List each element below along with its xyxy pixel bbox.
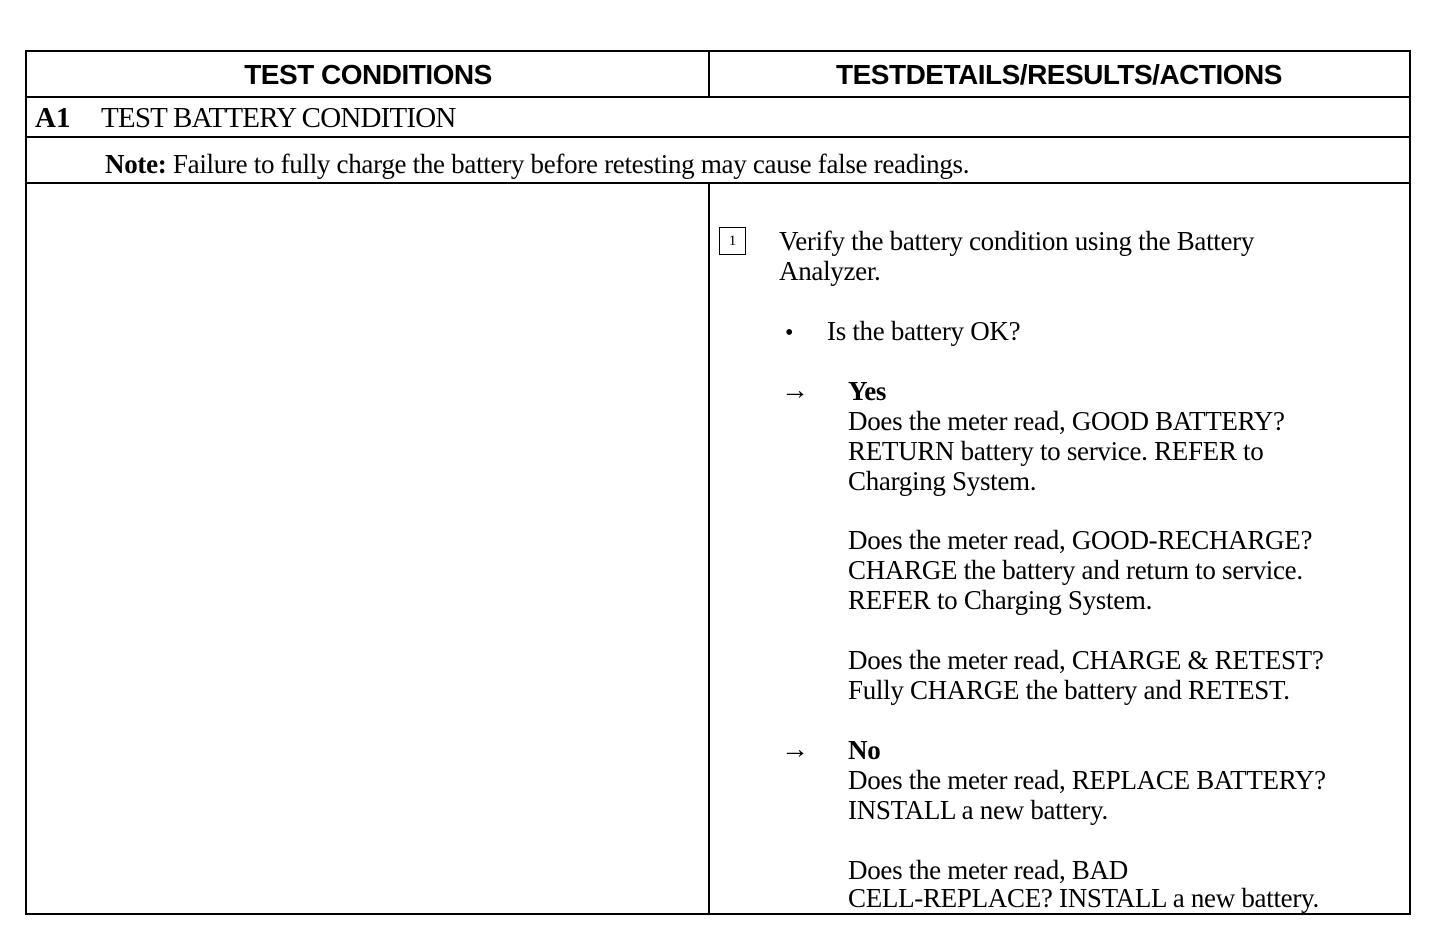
header-test-conditions: TEST CONDITIONS	[244, 59, 492, 90]
step-instruction-line1: Verify the battery condition using the Battery	[779, 226, 1255, 256]
yes-line: Does the meter read, GOOD-RECHARGE?	[848, 525, 1313, 555]
no-arrow-icon: →	[781, 734, 809, 765]
yes-line: Does the meter read, GOOD BATTERY?	[848, 406, 1285, 436]
header-rule	[27, 96, 1409, 98]
yes-line: Does the meter read, CHARGE & RETEST?	[848, 645, 1324, 675]
no-label: No	[848, 735, 881, 765]
no-line: Does the meter read, REPLACE BATTERY?	[848, 765, 1326, 795]
bullet-icon: •	[785, 320, 794, 346]
yes-label: Yes	[848, 376, 887, 406]
note-label: Note:	[105, 149, 167, 179]
section-id: A1	[35, 102, 71, 134]
step-question: Is the battery OK?	[827, 316, 1021, 346]
yes-line: CHARGE the battery and return to service.	[848, 555, 1303, 585]
yes-line: REFER to Charging System.	[848, 585, 1153, 615]
yes-line: Fully CHARGE the battery and RETEST.	[848, 675, 1290, 705]
section-rule	[27, 136, 1409, 138]
note-body: Failure to fully charge the battery before retesting may cause false readings.	[166, 149, 970, 179]
yes-arrow-icon: →	[781, 375, 809, 406]
yes-line: Charging System.	[848, 466, 1037, 496]
note-rule	[27, 182, 1409, 184]
step-number-box: 1	[719, 227, 746, 255]
note-text	[105, 144, 969, 184]
section-title: TEST BATTERY CONDITION	[101, 102, 456, 134]
yes-line: RETURN battery to service. REFER to	[848, 436, 1264, 466]
no-line: CELL-REPLACE? INSTALL a new battery.	[848, 883, 1319, 913]
header-test-details: TESTDETAILS/RESULTS/ACTIONS	[836, 59, 1282, 90]
header-divider	[708, 52, 710, 97]
body-divider	[708, 183, 710, 913]
no-line: INSTALL a new battery.	[848, 795, 1108, 825]
diagnostic-table	[25, 50, 1411, 915]
step-instruction-line2: Analyzer.	[779, 256, 881, 286]
no-line: Does the meter read, BAD	[848, 855, 1128, 885]
